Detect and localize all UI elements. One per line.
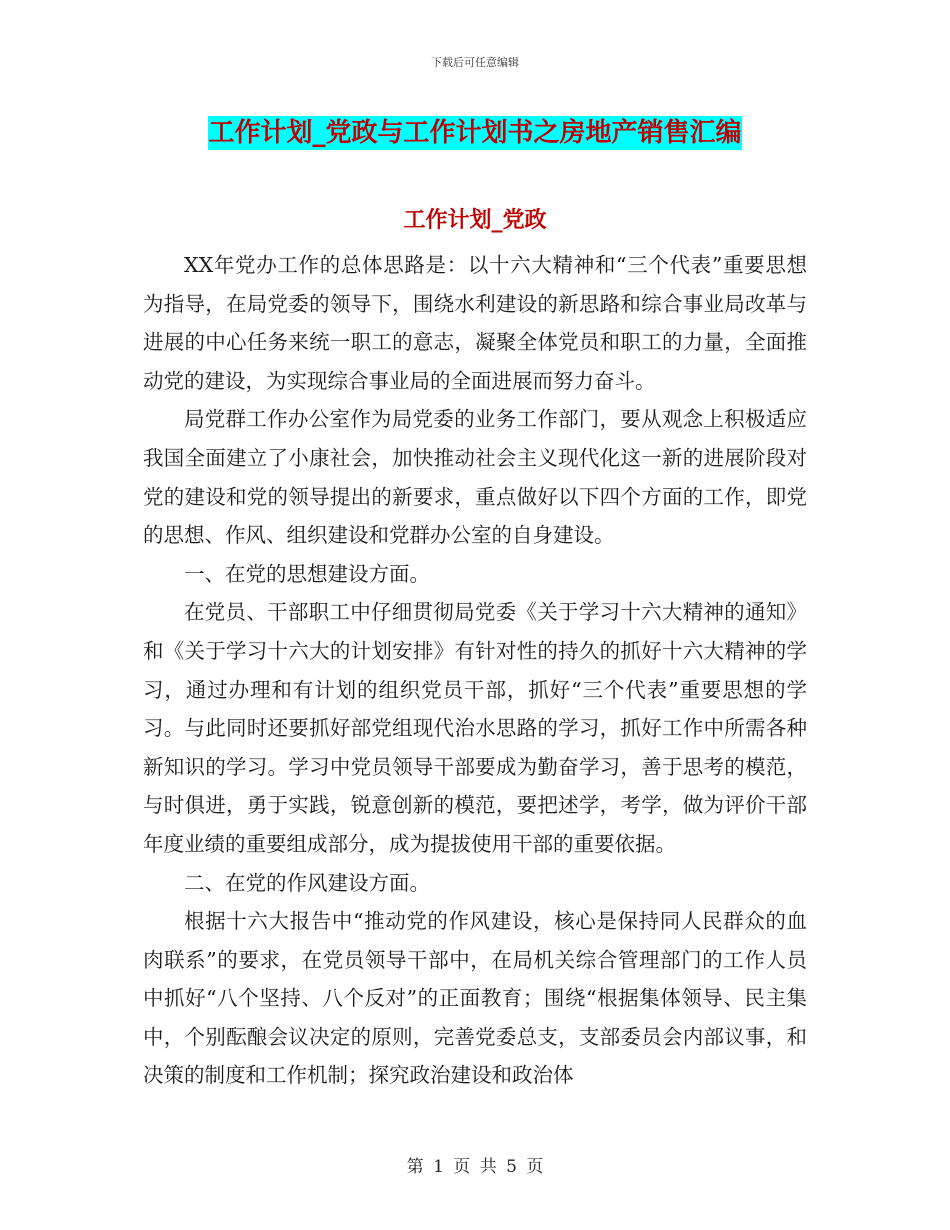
paragraph: 局党群工作办公室作为局党委的业务工作部门，要从观念上积极适应我国全面建立了小康社会，加快推动社会主义现代化这一新的进展阶段对党的建设和党的领导提出的新要求，重点做好以下四个方面的工作，即党的思想、作风、组织建设和党群办公室的自身建设。 (143, 407, 807, 548)
paragraph-heading: 一、在党的思想建设方面。 (184, 561, 430, 586)
document-title-text: 工作计划_党政与工作计划书之房地产销售汇编 (208, 118, 742, 148)
paragraph-heading: 二、在党的作风建设方面。 (184, 870, 430, 895)
document-title (0, 112, 950, 149)
paragraph: 根据十六大报告中“推动党的作风建设，核心是保持同人民群众的血肉联系”的要求，在党员领导干部中，在局机关综合管理部门的工作人员中抓好“八个坚持、八个反对”的正面教育；围绕“根据集体领导、民主集中，个别酝酿会议决定的原则，完善党委总支，支部委员会内部议事，和决策的制度和工作机制；探究政治建设和政治体 (143, 909, 807, 1088)
body-text (143, 246, 807, 1095)
paragraph: XX年党办工作的总体思路是：以十六大精神和“三个代表”重要思想为指导，在局党委的领导下，围绕水利建设的新思路和综合事业局改革与进展的中心任务来统一职工的意志，凝聚全体党员和职工的力量，全面推动党的建设，为实现综合事业局的全面进展而努力奋斗。 (143, 253, 807, 393)
paragraph: 在党员、干部职工中仔细贯彻局党委《关于学习十六大精神的通知》和《关于学习十六大的计划安排》有针对性的持久的抓好十六大精神的学习，通过办理和有计划的组织党员干部，抓好“三个代表”重要思想的学习。与此同时还要抓好部党组现代治水思路的学习，抓好工作中所需各种新知识的学习。学习中党员领导干部要成为勤奋学习，善于思考的模范，与时俱进，勇于实践，锐意创新的模范，要把述学，考学，做为评价干部年度业绩的重要组成部分，成为提拔使用干部的重要依据。 (143, 600, 807, 856)
section-title: 工作计划_党政 (403, 208, 547, 233)
page-number-footer: 第 1 页 共 5 页 (406, 1157, 544, 1177)
header-note: 下载后可任意编辑 (431, 56, 519, 69)
